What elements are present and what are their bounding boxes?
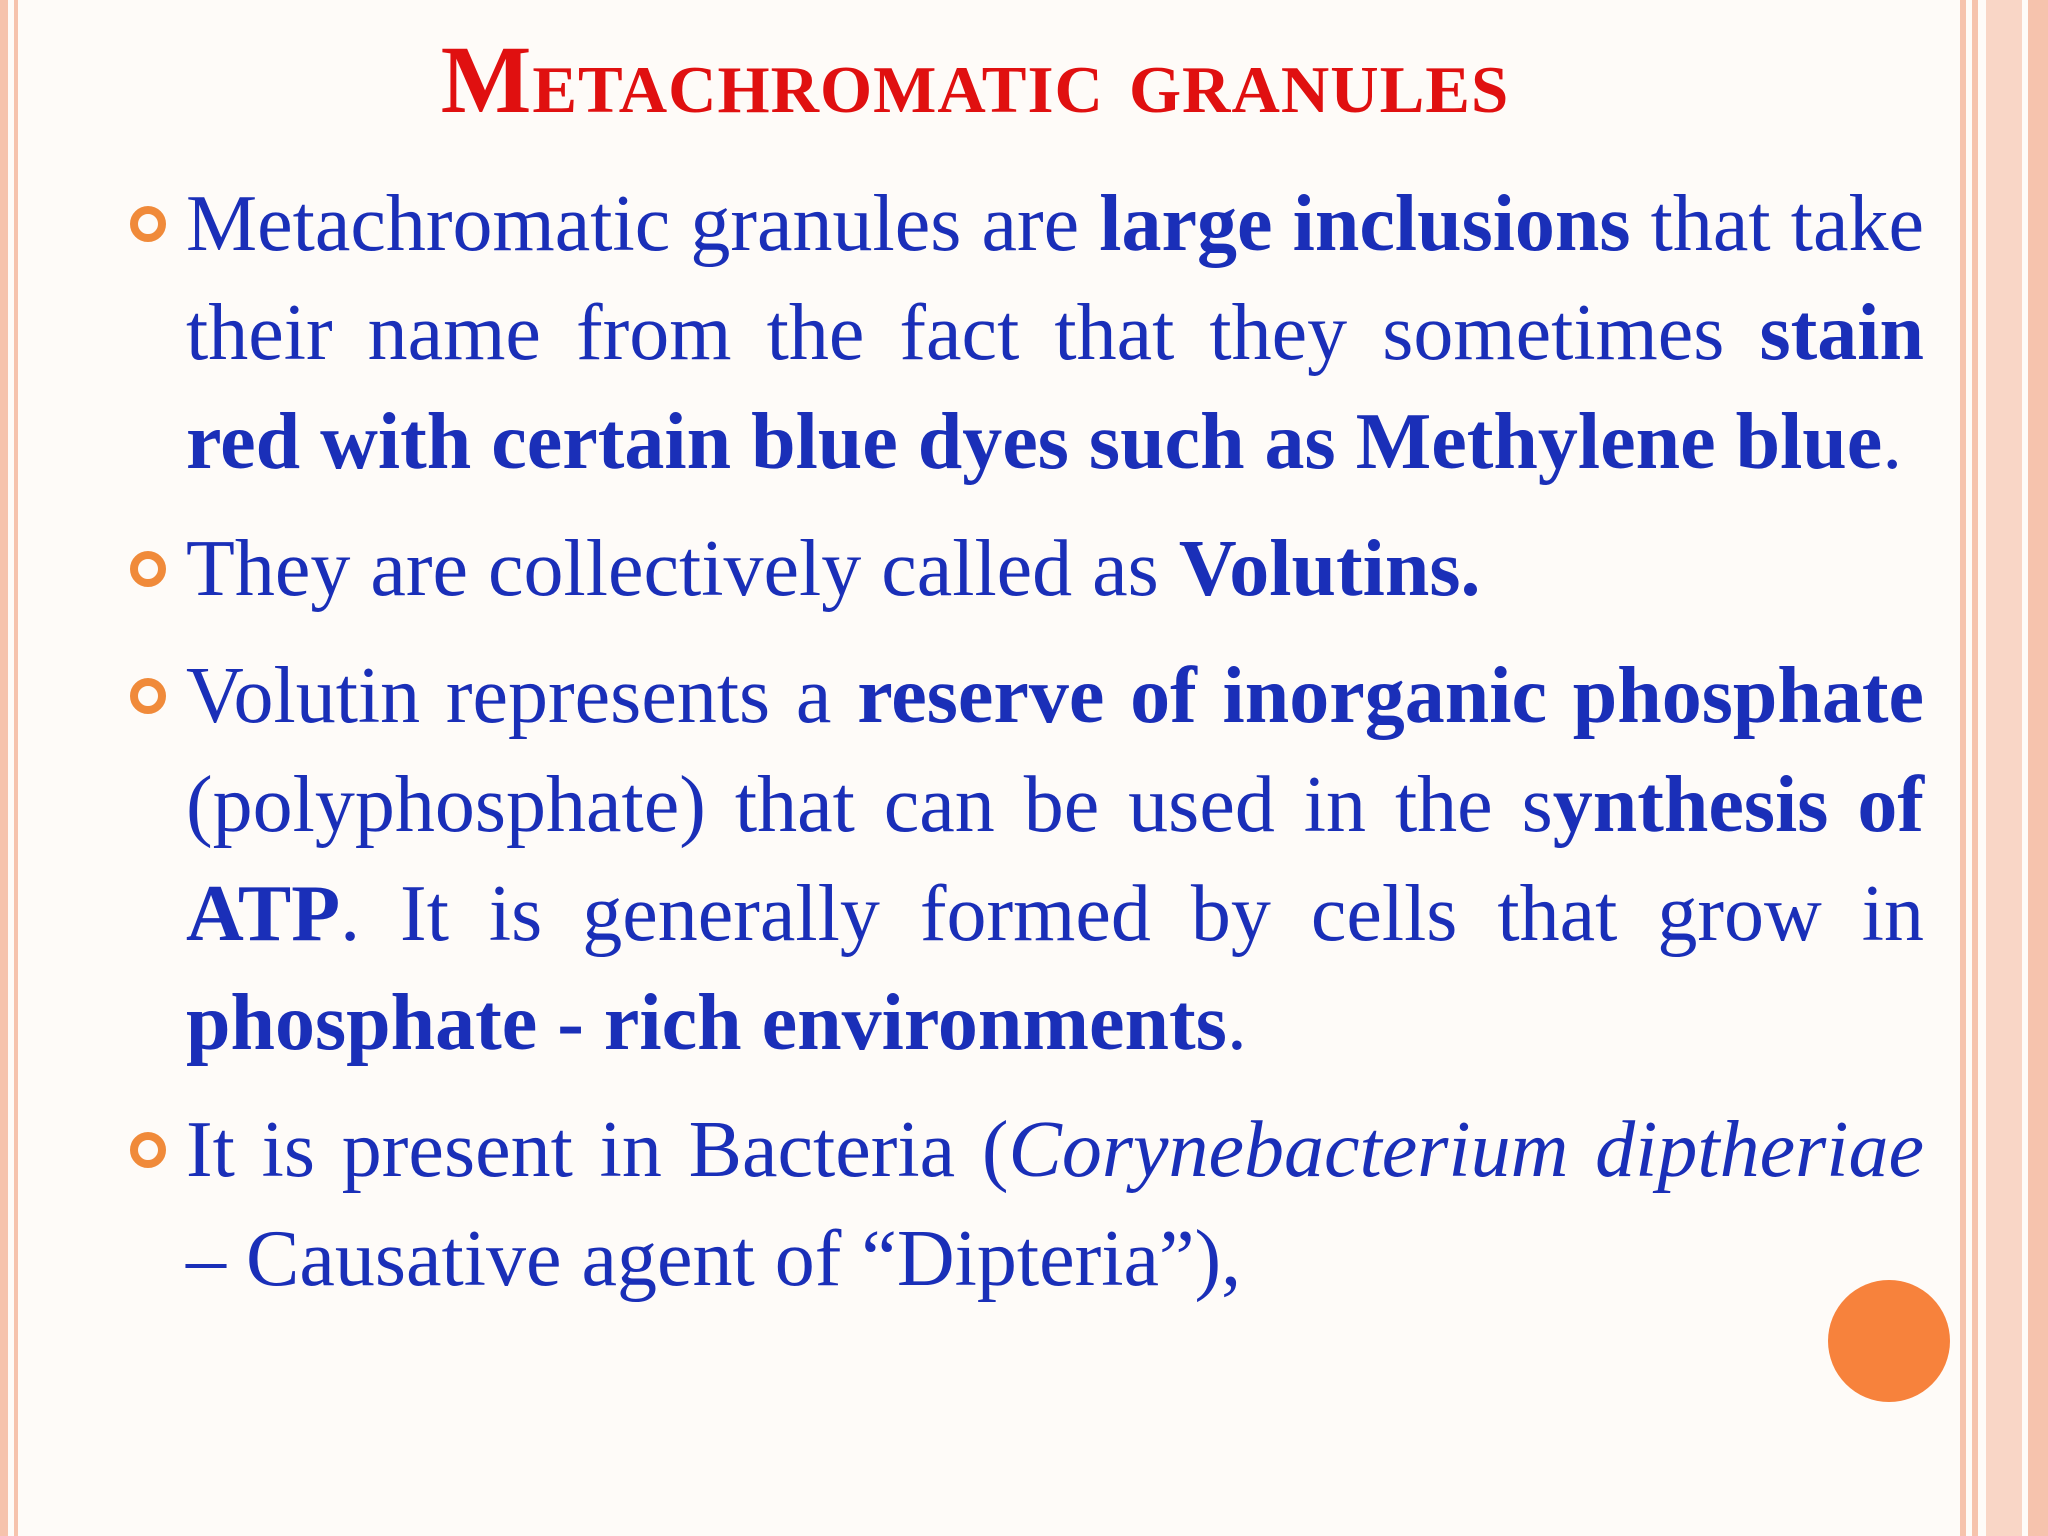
bullet-list [186, 170, 1924, 1332]
bullet-ring-icon [130, 1132, 166, 1168]
right-border-stripe [1972, 0, 1978, 1536]
bullet-text-bold: large inclusions [1099, 180, 1631, 268]
right-border-band [1986, 0, 2022, 1536]
slide-title: Metachromatic granules [440, 26, 1510, 133]
bullet-text-bold: phosphate - rich environments [186, 979, 1227, 1067]
bullet-item [186, 1096, 1924, 1314]
bullet-text-bold: reserve of inorganic phosphate [857, 652, 1924, 740]
bullet-text-bold: ynthesis of ATP [186, 761, 1924, 958]
left-border-stripe [14, 0, 18, 1536]
right-border-stripe [2028, 0, 2048, 1536]
bullet-ring-icon [130, 206, 166, 242]
bullet-item [186, 515, 1924, 624]
bullet-text: that take their name from the fact that they sometimes [186, 180, 1925, 377]
bullet-text-italic: Corynebacterium diptheriae [1008, 1106, 1924, 1194]
bullet-text: It is present in Bacteria ( [186, 1106, 1009, 1194]
bullet-text: . [1226, 979, 1247, 1067]
bullet-ring-icon [130, 551, 166, 587]
decorative-orange-circle [1828, 1280, 1950, 1402]
bullet-text-bold: Volutins. [1178, 525, 1481, 613]
left-border-stripe [0, 0, 8, 1536]
bullet-item [186, 170, 1924, 497]
right-border-stripe [1960, 0, 1966, 1536]
bullet-ring-icon [130, 678, 166, 714]
bullet-text: Metachromatic granules are [186, 180, 1100, 268]
bullet-text: . [1882, 398, 1903, 486]
bullet-text: Volutin represents a [186, 652, 858, 740]
bullet-text-bold: stain red with certain blue dyes such as Methylene blue [186, 289, 1924, 486]
bullet-text: . It is generally formed by cells that grow in [340, 870, 1924, 958]
bullet-text: – Causative agent of “Dipteria”), [186, 1215, 1242, 1303]
bullet-text: They are collectively called as [186, 525, 1179, 613]
bullet-item [186, 642, 1924, 1078]
bullet-text: (polyphosphate) that can be used in the s [186, 761, 1553, 849]
